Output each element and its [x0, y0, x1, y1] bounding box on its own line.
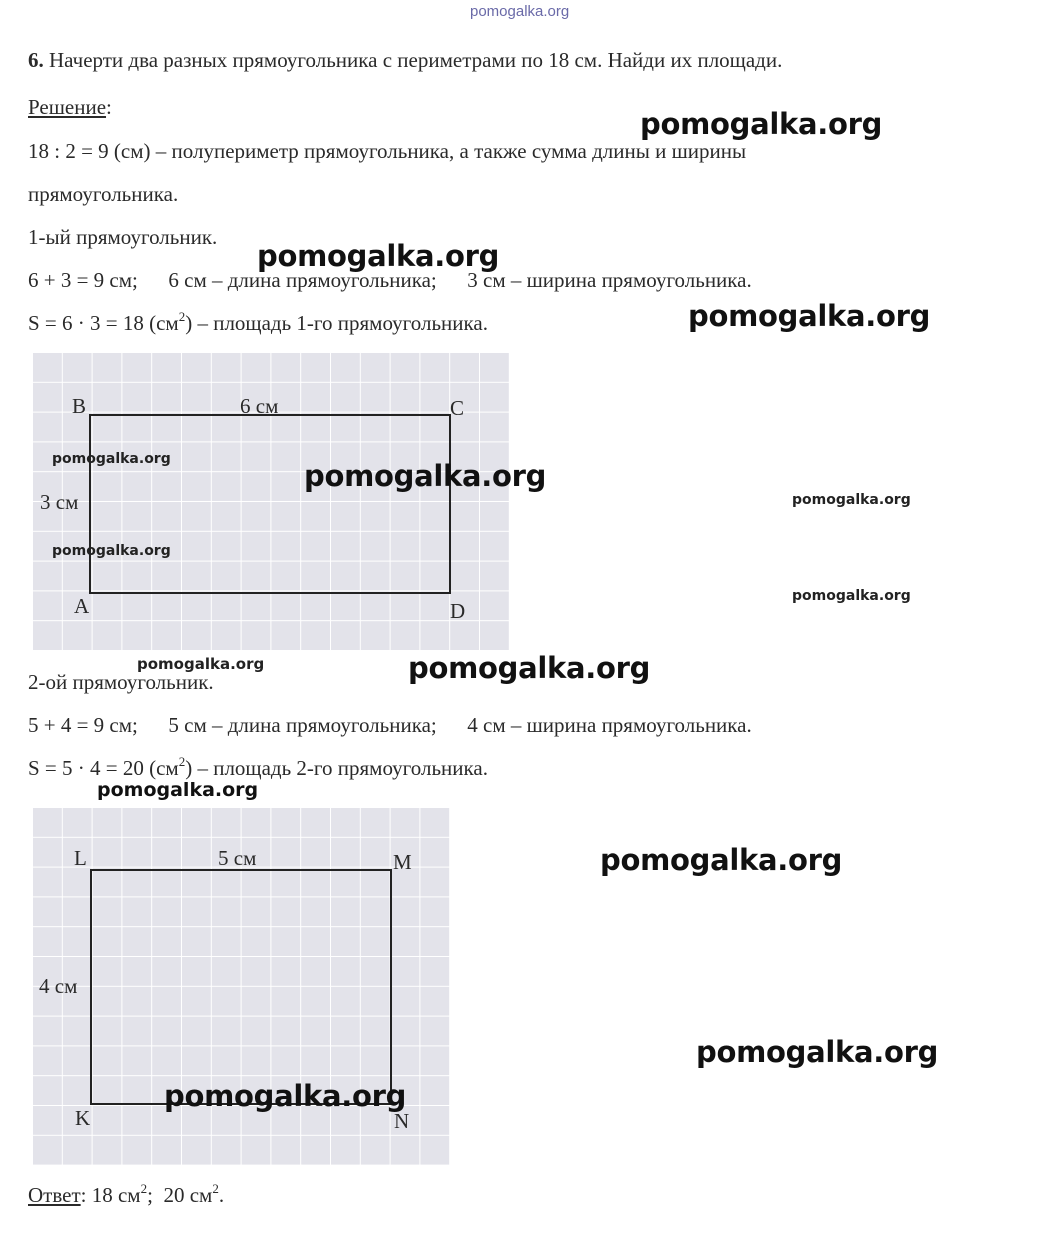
watermark-6: pomogalka.org: [792, 492, 911, 508]
answer-value-2: 20 см: [163, 1183, 213, 1207]
half-perimeter-line-2: прямоугольника.: [28, 182, 179, 206]
rect2-corner-n: N: [394, 1109, 410, 1133]
answer-exp-1: 2: [140, 1181, 148, 1196]
rect1-dimensions: [28, 270, 752, 291]
rect2-length-text: 5 см – длина прямоугольника;: [168, 713, 437, 737]
rect2-corner-k: K: [75, 1106, 91, 1130]
watermark-4: pomogalka.org: [52, 451, 171, 467]
task-number: 6.: [28, 48, 44, 72]
solution-colon: :: [106, 95, 112, 119]
rect1-corner-a: A: [74, 594, 90, 618]
answer-value-1: 18 см: [91, 1183, 141, 1207]
watermark-2: pomogalka.org: [257, 239, 500, 273]
rect2-corner-l: L: [74, 846, 87, 870]
half-perimeter-line-1: 18 : 2 = 9 (см) – полупериметр прямоугольника, а также сумма длины и ширины: [28, 139, 747, 163]
rect1-length-text: 6 см – длина прямоугольника;: [168, 268, 437, 292]
rect2-width-label: 4 см: [39, 974, 78, 998]
rect1-corner-d: D: [450, 599, 466, 623]
header-watermark[interactable]: pomogalka.org: [470, 3, 570, 20]
rect1-width-label: 3 см: [40, 490, 79, 514]
watermark-3: pomogalka.org: [688, 299, 931, 333]
task-statement: [28, 50, 782, 71]
watermark-1: pomogalka.org: [640, 107, 883, 141]
answer-end: .: [218, 1183, 225, 1207]
rect2-width-text: 4 см – ширина прямоугольника.: [467, 713, 752, 737]
watermark-14: pomogalka.org: [164, 1079, 407, 1113]
rect2-corner-m: M: [393, 850, 412, 874]
rect1-area-exp: 2: [178, 309, 186, 324]
watermark-12: pomogalka.org: [600, 843, 843, 877]
watermark-9: pomogalka.org: [137, 655, 265, 673]
rect2-length-label: 5 см: [218, 846, 257, 870]
watermark-10: pomogalka.org: [408, 651, 651, 685]
rect1-area-left: S = 6 · 3 = 18 (см: [28, 311, 179, 335]
watermark-5: pomogalka.org: [304, 459, 547, 493]
watermark-11: pomogalka.org: [97, 779, 259, 801]
watermark-8: pomogalka.org: [792, 588, 911, 604]
task-text: Начерти два разных прямоугольника с периметрами по 18 см. Найди их площади.: [49, 48, 783, 72]
watermark-13: pomogalka.org: [696, 1035, 939, 1069]
rect1-corner-b: B: [72, 394, 87, 418]
rect2-area-left: S = 5 · 4 = 20 (см: [28, 756, 179, 780]
rect2-title: 2-ой прямоугольник.: [28, 670, 214, 694]
rect1-corner-c: C: [450, 396, 465, 420]
rect1-area-right: ) – площадь 1-го прямоугольника.: [185, 311, 488, 335]
rect2-area-exp: 2: [178, 754, 186, 769]
watermark-7: pomogalka.org: [52, 543, 171, 559]
rect2-area-right: ) – площадь 2-го прямоугольника.: [185, 756, 488, 780]
solution-label: Решение: [28, 95, 107, 119]
rect1-length-label: 6 см: [240, 394, 279, 418]
solution-heading: [28, 97, 112, 118]
rect1-sum: 6 + 3 = 9 см;: [28, 268, 138, 292]
rect1-area: [28, 309, 488, 335]
rect1-width-text: 3 см – ширина прямоугольника.: [467, 268, 752, 292]
answer-label: Ответ: [28, 1183, 81, 1207]
rect2-area: [28, 754, 488, 780]
rect2-dimensions: [28, 715, 752, 736]
rect2-sum: 5 + 4 = 9 см;: [28, 713, 138, 737]
answer-exp-2: 2: [212, 1181, 219, 1196]
answer-separator: ;: [147, 1183, 153, 1207]
rect1-title: 1-ый прямоугольник.: [28, 225, 218, 249]
answer-line: Ответ: 18 $см^2$; 20 $см^2$.: [28, 1181, 225, 1207]
